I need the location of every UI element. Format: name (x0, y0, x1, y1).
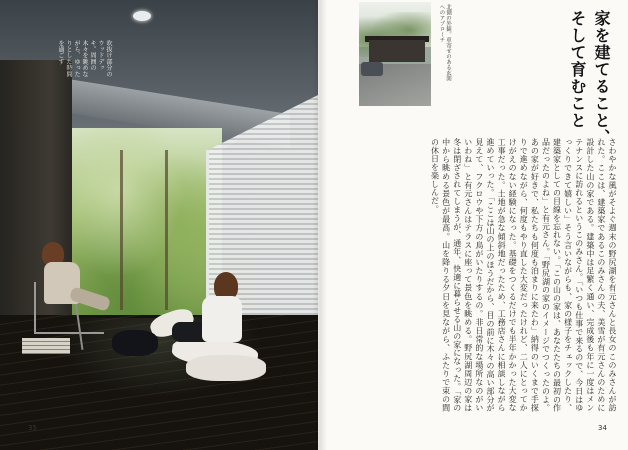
exterior-photo (359, 2, 431, 106)
cushion (112, 330, 158, 356)
gutter-shadow (313, 0, 327, 450)
exterior-photo-caption: 北側の外観。車寄せのある玄関へのアプローチ (438, 4, 451, 81)
house (369, 40, 425, 62)
page-number-left: 35 (28, 424, 37, 432)
book-stack (22, 338, 70, 354)
woman-floor (202, 296, 242, 342)
article-body: さわやかな風がそよぐ週末の野尻湖を有元さんと長女のこのみさんが訪れた。ここは、建築家であるこのみさんの夫、美雪が有元さんのために設計した山の家である。建築中は足繁く通い、完成後も年に一度はメンテナンスに訪れるというこのみさん。「いつも仕事で来るので、今日はゆっくりできて嬉しい」そう言いながらも、家の様子をチェックしたり、建築家としての目線を忘れない。「この山の家は、あなたたちの最初の作品だったのよね」と有元さん。「野尻湖の家のイメージでつくったのよ。あの家が好きで、私たちも何度も泊まりに来たわ」納得のいくまで手探りで進めながら、何度もやり直した大変だったけれど、二人にとってかけがえのない経験になった。基礎をつくるだけでも半年かかった大変な工事だった。土地が急な傾斜地だったため、工務店さんに相談しながら進めていった。「ここは山の上のほうだから、目の前に木々の高い部分が見えて、フクロウや下方の鳥がいたりするの。非日常的な場所なのがいいわね」と有元さんはテラスに座って景色を眺める。野尻湖周辺の家は冬は閉ざされてしまうが、通年、快適に暮らせる山の家になった。「家の中から眺める景色が最高。山を降りる夕日を見ながら、ふたりで束の間の休日を楽しんだ。 (430, 138, 617, 412)
tree-trunk (165, 150, 168, 310)
page-number-right: 34 (598, 424, 607, 432)
tree-trunk (120, 150, 123, 310)
car (361, 62, 383, 76)
ceiling-light (133, 11, 151, 21)
cushion (186, 355, 266, 381)
headline-line-2: そして育むこと (568, 10, 587, 129)
photo-caption: 吹抜け部分のウッドデッキ。周囲の木々を眺めながら、ゆったりとした時間を過ごす (57, 40, 112, 78)
headline-line-1: 家を建てること、 (592, 10, 611, 146)
